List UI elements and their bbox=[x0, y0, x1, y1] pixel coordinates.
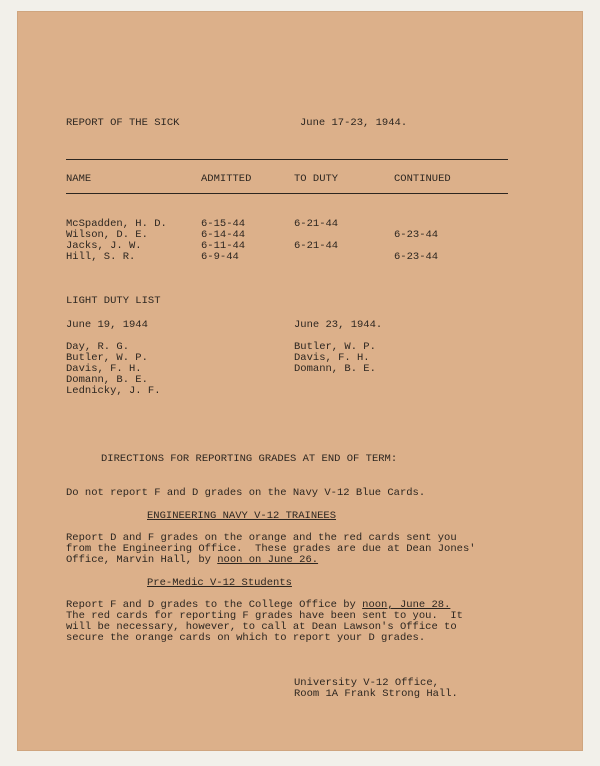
table-row-admitted: 6-15-44 bbox=[201, 218, 246, 230]
engineering-line: Report D and F grades on the orange and the red cards sent you bbox=[66, 532, 457, 544]
table-row-admitted: 6-9-44 bbox=[201, 251, 239, 263]
light-duty-name: Domann, B. E. bbox=[294, 363, 376, 375]
table-row-name: Hill, S. R. bbox=[66, 251, 136, 263]
report-date: June 17-23, 1944. bbox=[300, 117, 408, 129]
light-duty-right-date: June 23, 1944. bbox=[294, 319, 383, 331]
premedic-deadline: noon, June 28. bbox=[362, 599, 451, 611]
table-row-admitted: 6-14-44 bbox=[201, 229, 246, 241]
light-duty-name: Lednicky, J. F. bbox=[66, 385, 161, 397]
engineering-heading: ENGINEERING NAVY V-12 TRAINEES bbox=[147, 510, 337, 522]
light-duty-left-date: June 19, 1944 bbox=[66, 319, 148, 331]
table-header-rule bbox=[66, 193, 508, 194]
column-header-to-duty: TO DUTY bbox=[294, 173, 339, 185]
light-duty-name: Butler, W. P. bbox=[66, 352, 148, 364]
engineering-line bbox=[66, 555, 318, 566]
table-row-continued: 6-23-44 bbox=[394, 229, 439, 241]
table-row-name: Wilson, D. E. bbox=[66, 229, 148, 241]
light-duty-name: Davis, F. H. bbox=[294, 352, 370, 364]
engineering-line: from the Engineering Office. These grades are due at Dean Jones' bbox=[66, 543, 476, 555]
report-title: REPORT OF THE SICK bbox=[66, 117, 180, 129]
directions-intro: Do not report F and D grades on the Navy V-12 Blue Cards. bbox=[66, 487, 426, 499]
table-row-name: McSpadden, H. D. bbox=[66, 218, 167, 230]
light-duty-name: Day, R. G. bbox=[66, 341, 130, 353]
table-row-name: Jacks, J. W. bbox=[66, 240, 142, 252]
table-row-continued: 6-23-44 bbox=[394, 251, 439, 263]
premedic-heading: Pre-Medic V-12 Students bbox=[147, 577, 292, 589]
table-top-rule bbox=[66, 159, 508, 160]
column-header-admitted: ADMITTED bbox=[201, 173, 252, 185]
premedic-line: The red cards for reporting F grades have been sent to you. It bbox=[66, 610, 463, 622]
engineering-line-text: Office, Marvin Hall, by bbox=[66, 554, 218, 566]
directions-title: DIRECTIONS FOR REPORTING GRADES AT END OF TERM: bbox=[101, 453, 398, 465]
table-row-to-duty: 6-21-44 bbox=[294, 240, 339, 252]
signature-office: University V-12 Office, bbox=[294, 677, 439, 689]
light-duty-name: Davis, F. H. bbox=[66, 363, 142, 375]
light-duty-name: Butler, W. P. bbox=[294, 341, 376, 353]
table-row-to-duty: 6-21-44 bbox=[294, 218, 339, 230]
premedic-line-text: Report F and D grades to the College Office by bbox=[66, 599, 363, 611]
engineering-deadline: noon on June 26. bbox=[217, 554, 319, 566]
signature-room: Room 1A Frank Strong Hall. bbox=[294, 688, 458, 700]
column-header-name: NAME bbox=[66, 173, 92, 185]
light-duty-title: LIGHT DUTY LIST bbox=[66, 295, 161, 307]
table-row-admitted: 6-11-44 bbox=[201, 240, 246, 252]
light-duty-name: Domann, B. E. bbox=[66, 374, 148, 386]
premedic-line: secure the orange cards on which to report your D grades. bbox=[66, 632, 426, 644]
premedic-line: will be necessary, however, to call at Dean Lawson's Office to bbox=[66, 621, 457, 633]
column-header-continued: CONTINUED bbox=[394, 173, 451, 185]
